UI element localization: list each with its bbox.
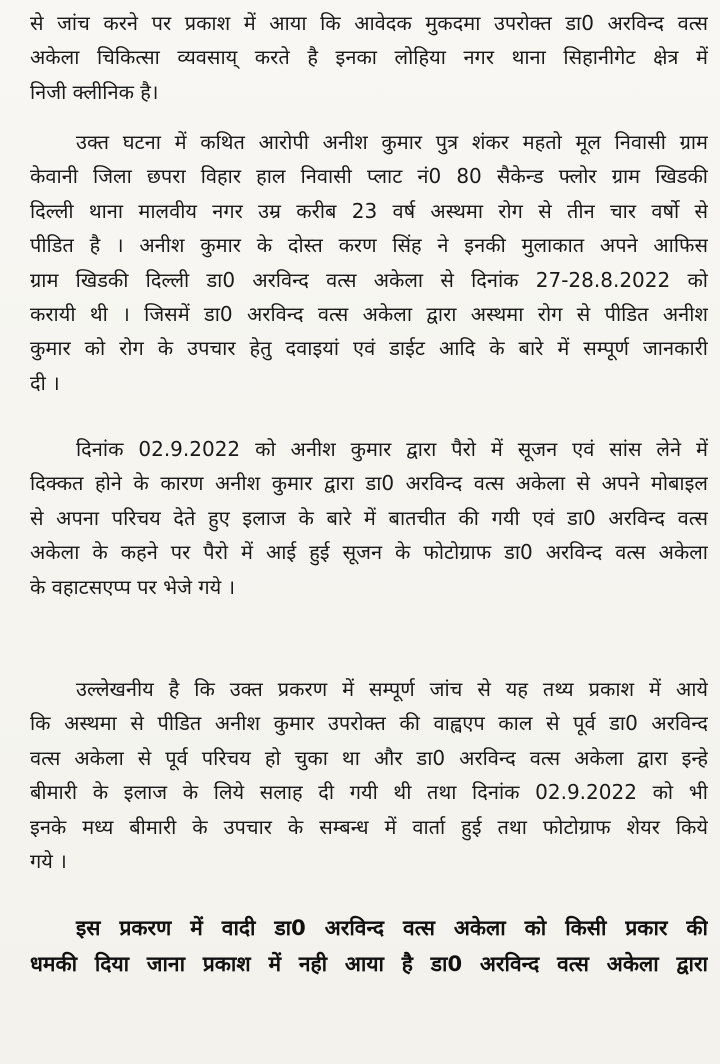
text-line: दिक्कत होने के कारण अनीश कुमार द्वारा डा0 अरविन्द वत्स अकेला से अपने मोबाइल	[30, 471, 708, 496]
paragraph-3	[30, 432, 708, 604]
text-line: दिल्ली थाना मालवीय नगर उम्र करीब 23 वर्ष अस्थमा रोग से तीन चार वर्षो से	[30, 198, 708, 223]
text-line: इस प्रकरण में वादी डा0 अरविन्द वत्स अकेला को किसी प्रकार की	[76, 916, 708, 940]
text-line: पीडित है । अनीश कुमार के दोस्त करण सिंह ने इनकी मुलाकात अपने आफिस	[30, 233, 708, 258]
text-line: दी ।	[30, 370, 60, 395]
text-line: अकेला चिकित्सा व्यवसाय् करते है इनका लोहिया नगर थाना सिहानीगेट क्षेत्र में	[30, 45, 708, 70]
paragraph-5	[30, 910, 708, 982]
text-line: करायी थी । जिसमें डा0 अरविन्द वत्स अकेला द्वारा अस्थमा रोग से पीडित अनीश	[30, 301, 708, 326]
text-line: केवानी जिला छपरा विहार हाल निवासी प्लाट नं0 80 सैकेन्ड फ्लोर ग्राम खिडकी	[30, 164, 708, 189]
text-line: धमकी दिया जाना प्रकाश में नही आया है डा0 अरविन्द वत्स अकेला द्वारा	[30, 952, 708, 976]
text-line: बीमारी के इलाज के लिये सलाह दी गयी थी तथा दिनांक 02.9.2022 को भी	[30, 780, 708, 805]
text-line: से जांच करने पर प्रकाश में आया कि आवेदक मुकदमा उपरोक्त डा0 अरविन्द वत्स	[30, 11, 708, 35]
text-line: ग्राम खिडकी दिल्ली डा0 अरविन्द वत्स अकेला से दिनांक 27-28.8.2022 को	[30, 267, 708, 292]
text-line: इनके मध्य बीमारी के उपचार के सम्बन्ध में वार्ता हुई तथा फोटोग्राफ शेयर किये	[30, 814, 708, 839]
text-line: से अपना परिचय देते हुए इलाज के बारे में बातचीत की गयी एवं डा0 अरविन्द वत्स	[30, 505, 708, 530]
paragraph-1	[30, 6, 708, 109]
text-line: कुमार को रोग के उपचार हेतु दवाइयां एवं डाईट आदि के बारे में सम्पूर्ण जानकारी	[30, 336, 708, 361]
text-line: निजी क्लीनिक है।	[30, 79, 159, 104]
paragraph-2	[30, 125, 708, 400]
text-line: दिनांक 02.9.2022 को अनीश कुमार द्वारा पैरो में सूजन एवं सांस लेने में	[76, 437, 708, 461]
paragraph-4	[30, 672, 708, 878]
text-line: के वहाटसएप्प पर भेजे गये ।	[30, 574, 236, 599]
text-line: वत्स अकेला से पूर्व परिचय हो चुका था और डा0 अरविन्द वत्स अकेला द्वारा इन्हे	[30, 745, 708, 770]
text-line: उल्लेखनीय है कि उक्त प्रकरण में सम्पूर्ण जांच से यह तथ्य प्रकाश में आये	[76, 677, 708, 701]
text-line: गये ।	[30, 848, 67, 873]
text-line: उक्त घटना में कथित आरोपी अनीश कुमार पुत्र शंकर महतो मूल निवासी ग्राम	[76, 130, 708, 154]
text-line: अकेला के कहने पर पैरो में आई हुई सूजन के फोटोग्राफ डा0 अरविन्द वत्स अकेला	[30, 540, 708, 565]
text-line: कि अस्थमा से पीडित अनीश कुमार उपरोक्त की वाह्वएप काल से पूर्व डा0 अरविन्द	[30, 711, 708, 736]
